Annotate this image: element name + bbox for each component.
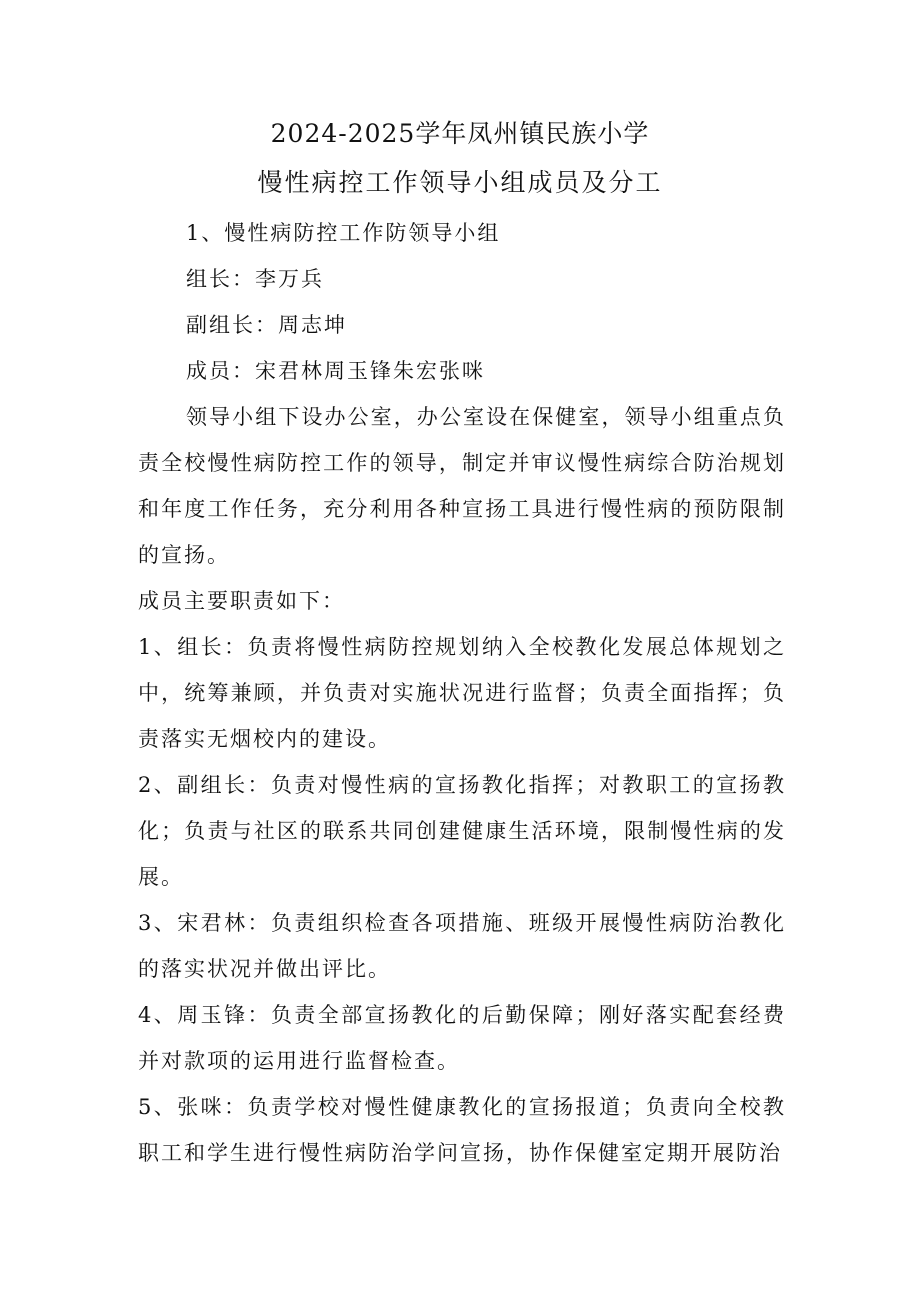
leader-line: 组长：李万兵 (186, 267, 324, 291)
duty-item-5: 5、张咪：负责学校对慢性健康教化的宣扬报道；负责向全校教职工和学生进行慢性病防治学问宣扬，协作保健室定期开展防治 (138, 1095, 786, 1165)
document-title-line-2: 慢性病控工作领导小组成员及分工 (257, 168, 663, 197)
duty-item-3: 3、宋君林：负责组织检查各项措施、班级开展慢性病防治教化的落实状况并做出评比。 (138, 911, 786, 981)
document-body (138, 210, 786, 1176)
members-line: 成员：宋君林周玉锋朱宏张咪 (186, 359, 485, 383)
duty-item-1: 1、组长：负责将慢性病防控规划纳入全校教化发展总体规划之中，统筹兼顾，并负责对实施状况进行监督；负责全面指挥；负责落实无烟校内的建设。 (138, 635, 786, 751)
duty-item-2: 2、副组长：负责对慢性病的宣扬教化指挥；对教职工的宣扬教化；负责与社区的联系共同创建健康生活环境，限制慢性病的发展。 (138, 773, 786, 889)
document-title-line-1: 2024-2025学年凤州镇民族小学 (270, 119, 650, 148)
office-paragraph: 领导小组下设办公室，办公室设在保健室，领导小组重点负责全校慢性病防控工作的领导，制定并审议慢性病综合防治规划和年度工作任务，充分利用各种宣扬工具进行慢性病的预防限制的宣扬。 (138, 405, 786, 567)
deputy-leader-line: 副组长：周志坤 (186, 313, 347, 337)
duty-item-4: 4、周玉锋：负责全部宣扬教化的后勤保障；刚好落实配套经费并对款项的运用进行监督检查。 (138, 1003, 786, 1073)
duties-heading: 成员主要职责如下： (138, 589, 345, 613)
section-heading: 1、慢性病防控工作防领导小组 (186, 221, 501, 245)
